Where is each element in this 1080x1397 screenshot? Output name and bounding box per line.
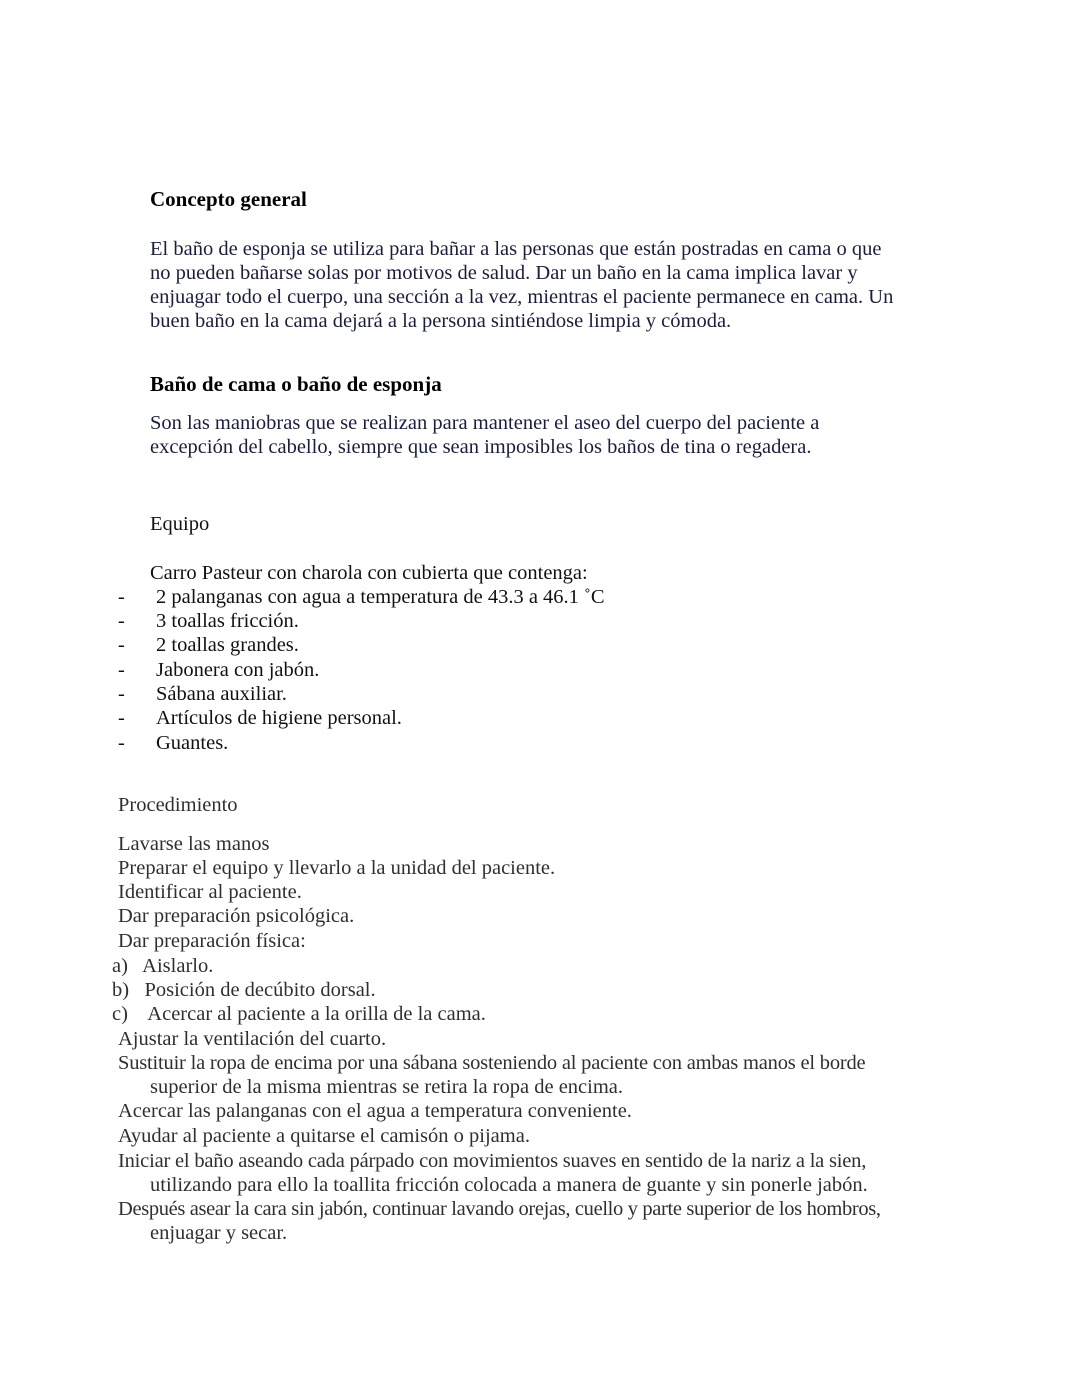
paragraph-line: excepción del cabello, siempre que sean imposibles los baños de tina o regadera. bbox=[150, 436, 812, 458]
bullet-dash: - bbox=[118, 732, 125, 754]
list-item: 2 palanganas con agua a temperatura de 43.3 a 46.1 ˚C bbox=[156, 586, 605, 608]
step-line-continuation: utilizando para ello la toallita fricción colocada a manera de guante y sin ponerle jabón. bbox=[150, 1174, 868, 1196]
list-item: Artículos de higiene personal. bbox=[156, 707, 402, 729]
list-item: Guantes. bbox=[156, 732, 229, 754]
step-line: Ayudar al paciente a quitarse el camisón o pijama. bbox=[118, 1125, 530, 1147]
paragraph-line: El baño de esponja se utiliza para bañar a las personas que están postradas en cama o que bbox=[150, 238, 882, 260]
step-line: Identificar al paciente. bbox=[118, 881, 302, 903]
substep-a: a) Aislarlo. bbox=[112, 955, 214, 977]
bullet-dash: - bbox=[118, 634, 125, 656]
step-line-continuation: superior de la misma mientras se retira la ropa de encima. bbox=[150, 1076, 624, 1098]
equipo-intro: Carro Pasteur con charola con cubierta que contenga: bbox=[150, 562, 588, 584]
paragraph-line: buen baño en la cama dejará a la persona sintiéndose limpia y cómoda. bbox=[150, 310, 732, 332]
paragraph-line: Son las maniobras que se realizan para mantener el aseo del cuerpo del paciente a bbox=[150, 412, 820, 434]
step-line-continuation: enjuagar y secar. bbox=[150, 1222, 288, 1244]
heading-procedimiento: Procedimiento bbox=[118, 794, 238, 816]
heading-bano-de-cama: Baño de cama o baño de esponja bbox=[150, 372, 442, 396]
step-line: Preparar el equipo y llevarlo a la unidad del paciente. bbox=[118, 857, 556, 879]
substep-b: b) Posición de decúbito dorsal. bbox=[112, 979, 376, 1001]
substep-c: c) Acercar al paciente a la orilla de la cama. bbox=[112, 1003, 486, 1025]
bullet-dash: - bbox=[118, 659, 125, 681]
paragraph-line: no pueden bañarse solas por motivos de salud. Dar un baño en la cama implica lavar y bbox=[150, 262, 858, 284]
step-line: Después asear la cara sin jabón, continuar lavando orejas, cuello y parte superior de los hombros, bbox=[118, 1198, 881, 1220]
paragraph-line: enjuagar todo el cuerpo, una sección a la vez, mientras el paciente permanece en cama. Un bbox=[150, 286, 894, 308]
step-line: Ajustar la ventilación del cuarto. bbox=[118, 1028, 387, 1050]
bullet-dash: - bbox=[118, 707, 125, 729]
step-line: Iniciar el baño aseando cada párpado con movimientos suaves en sentido de la nariz a la sien, bbox=[118, 1150, 867, 1172]
list-item: 3 toallas fricción. bbox=[156, 610, 299, 632]
heading-equipo: Equipo bbox=[150, 513, 210, 535]
step-line: Sustituir la ropa de encima por una sábana sosteniendo al paciente con ambas manos el borde bbox=[118, 1052, 866, 1074]
step-line: Acercar las palanganas con el agua a temperatura conveniente. bbox=[118, 1100, 632, 1122]
step-line: Dar preparación psicológica. bbox=[118, 905, 355, 927]
bullet-dash: - bbox=[118, 610, 125, 632]
step-line: Dar preparación física: bbox=[118, 930, 306, 952]
step-line: Lavarse las manos bbox=[118, 833, 270, 855]
heading-concepto-general: Concepto general bbox=[150, 187, 307, 211]
list-item: Jabonera con jabón. bbox=[156, 659, 320, 681]
bullet-dash: - bbox=[118, 586, 125, 608]
list-item: 2 toallas grandes. bbox=[156, 634, 299, 656]
list-item: Sábana auxiliar. bbox=[156, 683, 287, 705]
bullet-dash: - bbox=[118, 683, 125, 705]
